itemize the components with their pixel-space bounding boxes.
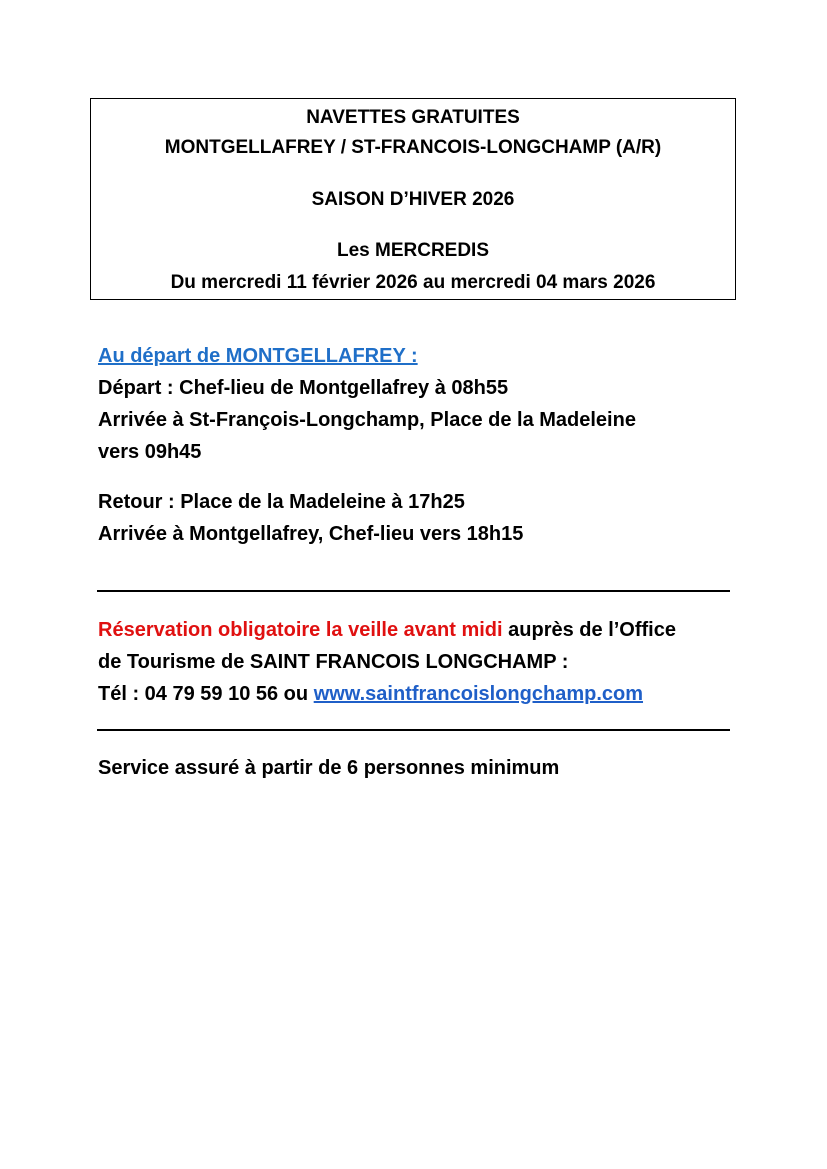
arrival-location: Arrivée à St-François-Longchamp, Place de la Madeleine xyxy=(98,409,636,431)
header-season: SAISON D’HIVER 2026 xyxy=(311,189,515,210)
divider-bottom xyxy=(97,729,730,731)
divider-top xyxy=(97,590,730,592)
header-dates: Du mercredi 11 février 2026 au mercredi 04 mars 2026 xyxy=(170,272,656,293)
reservation-line1 xyxy=(98,619,676,642)
reservation-contact xyxy=(98,683,643,706)
reservation-required: Réservation obligatoire la veille avant midi xyxy=(98,619,503,641)
header-box xyxy=(90,98,736,300)
header-route: MONTGELLAFREY / ST-FRANCOIS-LONGCHAMP (A/R) xyxy=(164,137,662,158)
reservation-office: auprès de l’Office xyxy=(502,619,676,641)
departure-time: Départ : Chef-lieu de Montgellafrey à 08h55 xyxy=(98,377,509,399)
header-days: Les MERCREDIS xyxy=(336,240,490,261)
service-note: Service assuré à partir de 6 personnes minimum xyxy=(98,757,560,779)
arrival-time: vers 09h45 xyxy=(98,441,202,463)
return-time: Retour : Place de la Madeleine à 17h25 xyxy=(98,491,465,513)
phone-number: Tél : 04 79 59 10 56 ou xyxy=(98,683,314,705)
return-arrival: Arrivée à Montgellafrey, Chef-lieu vers 18h15 xyxy=(98,523,524,545)
departure-heading: Au départ de MONTGELLAFREY : xyxy=(98,345,418,367)
reservation-line2: de Tourisme de SAINT FRANCOIS LONGCHAMP : xyxy=(98,651,569,673)
header-title: NAVETTES GRATUITES xyxy=(306,107,520,128)
website-link[interactable]: www.saintfrancoislongchamp.com xyxy=(313,683,644,705)
